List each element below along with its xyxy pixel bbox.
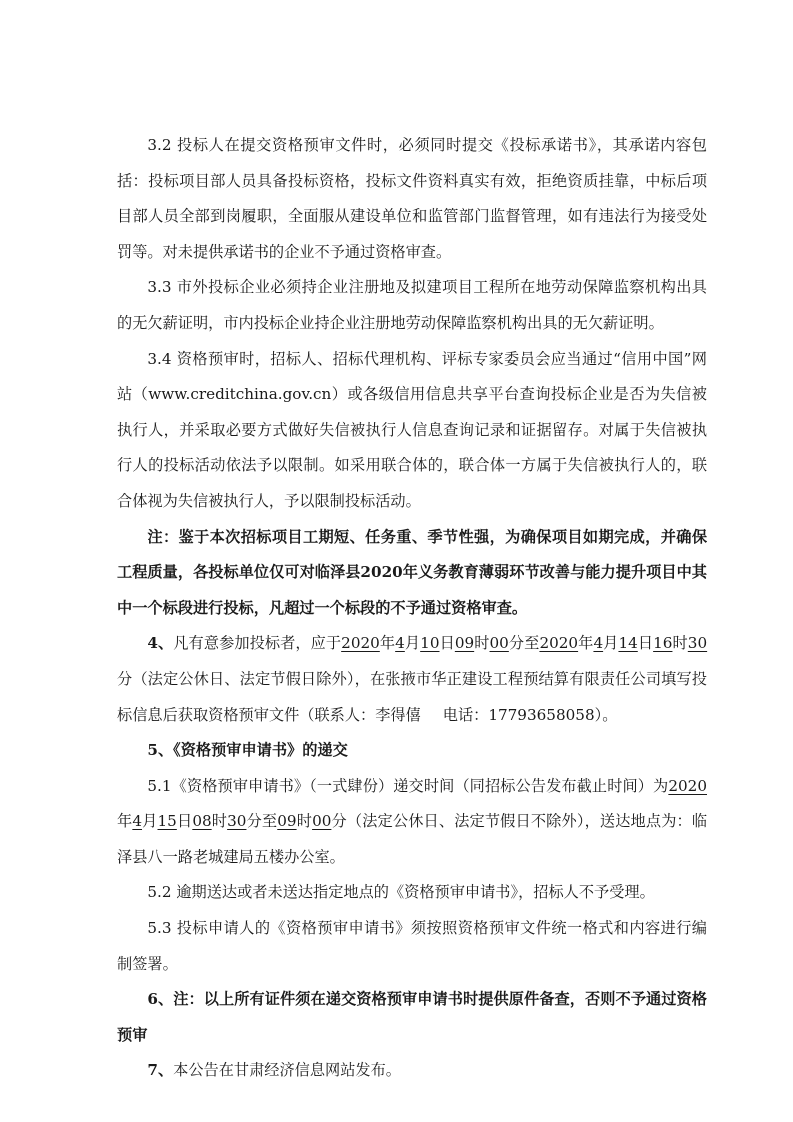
submit-year: 2020 xyxy=(668,776,707,795)
paragraph-5-1: 5.1《资格预审申请书》（一式肆份）递交时间（同招标公告发布截止时间）为2020年4月15日08时30分至09时00分（法定公休日、法定节假日不除外），送达地点为：临泽县八一路老城建局五楼办公室。 xyxy=(117,776,708,866)
paragraph-5-2: 5.2 逾期送达或者未送达指定地点的《资格预审申请书》，招标人不予受理。 xyxy=(147,883,655,902)
end-minute: 30 xyxy=(687,634,708,653)
submit-start-hour: 08 xyxy=(192,812,212,831)
paragraph-3-2: 3.2 投标人在提交资格预审文件时，必须同时提交《投标承诺书》，其承诺内容包括：投标项目部人员具备投标资格，投标文件资料真实有效，拒绝资质挂靠，中标后项目部人员全部到岗履职，全面服从建设单位和监管部门监督管理，如有违法行为接受处罚等。对未提供承诺书的企业不予通过资格审查。 xyxy=(117,136,707,261)
end-hour: 16 xyxy=(653,634,673,653)
start-minute: 00 xyxy=(489,634,509,653)
start-year: 2020 xyxy=(341,634,380,653)
submit-end-minute: 00 xyxy=(312,812,332,831)
submit-day: 15 xyxy=(157,812,177,831)
submit-start-minute: 30 xyxy=(227,812,247,831)
submit-month: 4 xyxy=(132,812,143,831)
submit-end-hour: 09 xyxy=(277,812,297,831)
note-paragraph: 注：鉴于本次招标项目工期短、任务重、季节性强，为确保项目如期完成，并确保工程质量，各投标单位仅可对临泽县2020年义务教育薄弱环节改善与能力提升项目中其中一个标段进行投标，凡超过一个标段的不予通过资格审查。 xyxy=(117,527,707,617)
document-page xyxy=(117,128,707,1089)
start-month: 4 xyxy=(395,634,405,653)
paragraph-3-4: 3.4 资格预审时，招标人、招标代理机构、评标专家委员会应当通过“信用中国”网站（www.creditchina.gov.cn）或各级信用信息共享平台查询投标企业是否为失信被执行人，并采取必要方式做好失信被执行人信息查询记录和证据留存。对属于失信被执行人的投标活动依法予以限制。如采用联合体的，联合体一方属于失信被执行人的，联合体视为失信被执行人，予以限制投标活动。 xyxy=(117,349,707,510)
start-hour: 09 xyxy=(454,634,475,653)
section-number-4: 4、 xyxy=(147,634,174,653)
paragraph-5-3: 5.3 投标申请人的《资格预审申请书》须按照资格预审文件统一格式和内容进行编制签署。 xyxy=(117,919,707,973)
paragraph-7: 7、本公告在甘肃经济信息网站发布。 xyxy=(147,1061,401,1080)
paragraph-6-note: 6、注：以上所有证件须在递交资格预审申请书时提供原件备查，否则不予通过资格预审 xyxy=(117,990,707,1044)
section-heading-5: 5、《资格预审申请书》的递交 xyxy=(147,741,348,760)
end-month: 4 xyxy=(593,634,604,653)
start-day: 10 xyxy=(420,634,440,653)
end-day: 14 xyxy=(618,634,638,653)
paragraph-3-3: 3.3 市外投标企业必须持企业注册地及拟建项目工程所在地劳动保障监察机构出具的无欠薪证明，市内投标企业持企业注册地劳动保障监察机构出具的无欠薪证明。 xyxy=(117,278,707,332)
paragraph-4: 4、凡有意参加投标者，应于2020年4月10日09时00分至2020年4月14日16时30分（法定公休日、法定节假日除外），在张掖市华正建设工程预结算有限责任公司填写投标信息后获取资格预审文件（联系人：李得僖 电话：17793658058）。 xyxy=(117,634,708,724)
end-year: 2020 xyxy=(539,634,579,653)
contact-phone: 电话：17793658058）。 xyxy=(442,705,618,724)
section-number-7: 7、 xyxy=(147,1061,174,1080)
